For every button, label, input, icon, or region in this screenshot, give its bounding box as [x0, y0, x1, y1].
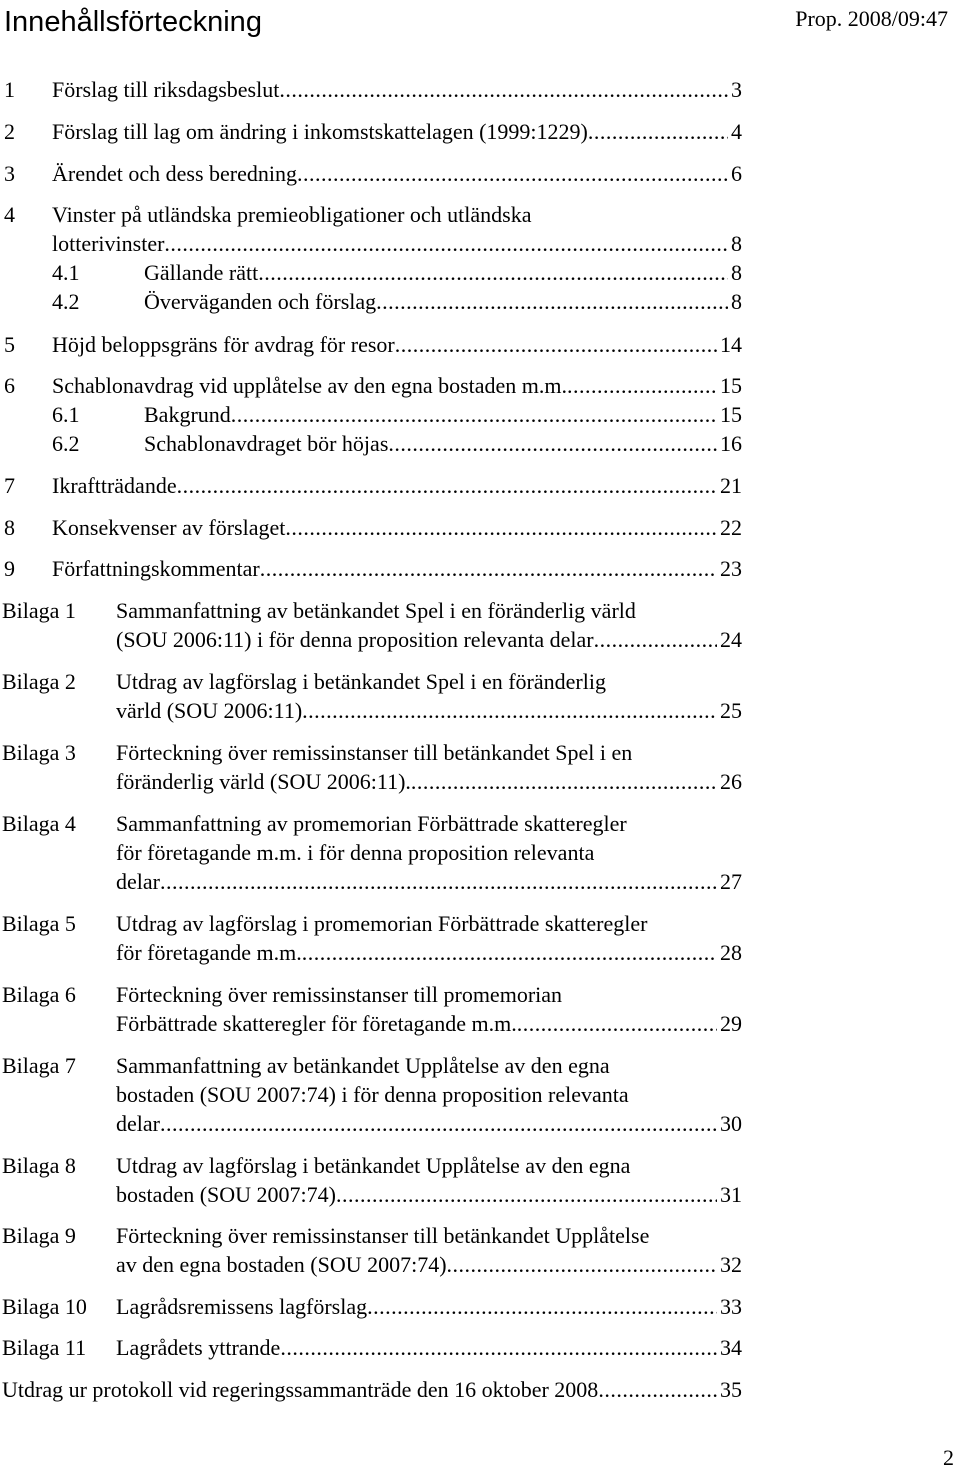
toc-entry-title: Höjd beloppsgräns för avdrag för resor — [52, 332, 395, 357]
appendix-label: Bilaga 1 — [2, 598, 76, 623]
appendix-title: Sammanfattning av betänkandet Upplåtelse av den egna — [116, 1053, 610, 1078]
toc-entry-number: 4.1 — [52, 260, 80, 285]
appendix-page: 34 — [720, 1335, 742, 1360]
appendix-label: Bilaga 8 — [2, 1153, 76, 1178]
toc-entry-page: 15 — [720, 373, 742, 398]
appendix-entry-continuation[interactable] — [0, 768, 742, 796]
toc-entry-page: 8 — [731, 260, 742, 285]
dot-leader — [336, 1181, 717, 1209]
appendix-title: Utdrag av lagförslag i betänkandet Upplåtelse av den egna — [116, 1153, 631, 1178]
appendix-page: 33 — [720, 1294, 742, 1319]
page-number: 2 — [943, 1445, 954, 1470]
dot-leader — [280, 1334, 717, 1362]
dot-leader — [279, 76, 728, 104]
dot-leader — [598, 1376, 717, 1404]
dot-leader — [376, 288, 728, 316]
appendix-entry-continuation[interactable] — [0, 1110, 742, 1138]
toc-entry-number: 6.2 — [52, 431, 80, 456]
toc-entry-page: 23 — [720, 556, 742, 581]
appendix-entry[interactable] — [0, 981, 742, 1009]
toc-entry-title: Bakgrund — [144, 402, 231, 427]
toc-entry-page: 6 — [731, 161, 742, 186]
dot-leader — [260, 555, 717, 583]
protocol-page: 35 — [720, 1377, 742, 1402]
toc-entry-page: 21 — [720, 473, 742, 498]
toc-entry-page: 22 — [720, 515, 742, 540]
dot-leader — [258, 259, 728, 287]
appendix-title: (SOU 2006:11) i för denna proposition relevanta delar — [116, 627, 594, 652]
toc-entry-number: 1 — [4, 77, 15, 102]
toc-subentry[interactable] — [0, 430, 742, 458]
page-header-title: Innehållsförteckning — [4, 6, 262, 38]
dot-leader — [517, 1010, 717, 1038]
toc-entry-number: 6 — [4, 373, 15, 398]
dot-leader — [285, 514, 717, 542]
dot-leader — [302, 939, 717, 967]
appendix-entry[interactable] — [0, 810, 742, 838]
toc-entry-number: 4 — [4, 202, 15, 227]
toc-entry-number: 5 — [4, 332, 15, 357]
appendix-title: Utdrag av lagförslag i betänkandet Spel i en föränderlig — [116, 669, 606, 694]
toc-entry-number: 9 — [4, 556, 15, 581]
toc-entry-title: Förslag till riksdagsbeslut — [52, 77, 280, 102]
toc-entry-page: 16 — [720, 431, 742, 456]
appendix-entry[interactable] — [0, 1334, 742, 1362]
toc-entry-page: 8 — [731, 289, 742, 314]
toc-entry[interactable] — [0, 372, 742, 400]
toc-entry[interactable] — [0, 76, 742, 104]
appendix-label: Bilaga 3 — [2, 740, 76, 765]
dot-leader — [297, 160, 728, 188]
appendix-entry-continuation[interactable] — [0, 939, 742, 967]
appendix-label: Bilaga 10 — [2, 1294, 87, 1319]
appendix-title: föränderlig värld (SOU 2006:11). — [116, 769, 411, 794]
toc-entry[interactable] — [0, 201, 742, 229]
toc-entry-number: 4.2 — [52, 289, 80, 314]
appendix-title: Lagrådets yttrande — [116, 1335, 281, 1360]
dot-leader — [160, 868, 717, 896]
toc-entry-title: Förslag till lag om ändring i inkomstskattelagen (1999:1229) — [52, 119, 588, 144]
appendix-title: Sammanfattning av promemorian Förbättrade skatteregler — [116, 811, 627, 836]
appendix-page: 28 — [720, 940, 742, 965]
toc-entry-number: 3 — [4, 161, 15, 186]
toc-entry-title: lotterivinster — [52, 231, 165, 256]
toc-entry-number: 2 — [4, 119, 15, 144]
toc-entry-title: Vinster på utländska premieobligationer och utländska — [52, 202, 532, 227]
toc-entry-page: 3 — [731, 77, 742, 102]
toc-entry[interactable] — [0, 514, 742, 542]
appendix-label: Bilaga 11 — [2, 1335, 87, 1360]
protocol-entry[interactable] — [0, 1376, 742, 1404]
appendix-page: 26 — [720, 769, 742, 794]
appendix-entry[interactable] — [0, 1052, 742, 1080]
appendix-entry[interactable] — [0, 910, 742, 938]
dot-leader — [588, 118, 728, 146]
appendix-entry-continuation[interactable] — [0, 697, 742, 725]
appendix-entry-continuation[interactable] — [0, 1251, 742, 1279]
toc-entry-continuation[interactable] — [0, 230, 742, 258]
appendix-title: för företagande m.m. i för denna proposition relevanta — [116, 840, 595, 865]
appendix-title: värld (SOU 2006:11) — [116, 698, 303, 723]
dot-leader — [160, 1110, 717, 1138]
toc-entry-number: 8 — [4, 515, 15, 540]
appendix-entry-continuation[interactable] — [0, 868, 742, 896]
appendix-page: 27 — [720, 869, 742, 894]
toc-entry-page: 4 — [731, 119, 742, 144]
appendix-entry-continuation[interactable] — [0, 626, 742, 654]
dot-leader — [164, 230, 728, 258]
toc-entry-title: Ärendet och dess beredning — [52, 161, 297, 186]
appendix-title: Förteckning över remissinstanser till promemorian — [116, 982, 563, 1007]
toc-entry-title: Schablonavdrag vid upplåtelse av den egna bostaden m.m. — [52, 373, 568, 398]
appendix-page: 30 — [720, 1111, 742, 1136]
appendix-entry-continuation[interactable] — [0, 1081, 742, 1109]
appendix-title: delar — [116, 1111, 160, 1136]
appendix-title: bostaden (SOU 2007:74) i för denna proposition relevanta — [116, 1082, 629, 1107]
toc-entry-title: Schablonavdraget bör höjas — [144, 431, 389, 456]
appendix-page: 31 — [720, 1182, 742, 1207]
appendix-title: Sammanfattning av betänkandet Spel i en föränderlig värld — [116, 598, 636, 623]
toc-entry-number: 6.1 — [52, 402, 80, 427]
appendix-entry[interactable] — [0, 1222, 742, 1250]
appendix-page: 25 — [720, 698, 742, 723]
appendix-entry-continuation[interactable] — [0, 839, 742, 867]
dot-leader — [395, 331, 717, 359]
toc-entry-title: Författningskommentar — [52, 556, 260, 581]
toc-entry-title: Konsekvenser av förslaget — [52, 515, 286, 540]
toc-entry[interactable] — [0, 160, 742, 188]
toc-entry-page: 8 — [731, 231, 742, 256]
appendix-label: Bilaga 2 — [2, 669, 76, 694]
appendix-label: Bilaga 9 — [2, 1223, 76, 1248]
appendix-label: Bilaga 4 — [2, 811, 76, 836]
toc-subentry[interactable] — [0, 288, 742, 316]
dot-leader — [447, 1251, 717, 1279]
appendix-page: 29 — [720, 1011, 742, 1036]
dot-leader — [177, 472, 717, 500]
toc-subentry[interactable] — [0, 401, 742, 429]
dot-leader — [594, 626, 717, 654]
appendix-entry[interactable] — [0, 739, 742, 767]
appendix-label: Bilaga 5 — [2, 911, 76, 936]
proposition-number: Prop. 2008/09:47 — [795, 6, 948, 31]
dot-leader — [231, 401, 717, 429]
toc-subentry[interactable] — [0, 259, 742, 287]
appendix-entry-continuation[interactable] — [0, 1181, 742, 1209]
appendix-label: Bilaga 7 — [2, 1053, 76, 1078]
toc-entry-title: Överväganden och förslag — [144, 289, 377, 314]
appendix-entry[interactable] — [0, 1152, 742, 1180]
appendix-label: Bilaga 6 — [2, 982, 76, 1007]
appendix-title: Lagrådsremissens lagförslag — [116, 1294, 368, 1319]
toc-entry-page: 15 — [720, 402, 742, 427]
toc-entry[interactable] — [0, 118, 742, 146]
toc-entry-number: 7 — [4, 473, 15, 498]
appendix-title: Utdrag av lagförslag i promemorian Förbättrade skatteregler — [116, 911, 648, 936]
toc-entry[interactable] — [0, 555, 742, 583]
toc-entry[interactable] — [0, 331, 742, 359]
dot-leader — [302, 697, 717, 725]
appendix-title: Förteckning över remissinstanser till betänkandet Upplåtelse — [116, 1223, 650, 1248]
appendix-page: 24 — [720, 627, 742, 652]
toc-entry-title: Ikraftträdande — [52, 473, 177, 498]
appendix-title: för företagande m.m. — [116, 940, 302, 965]
appendix-entry[interactable] — [0, 1293, 742, 1321]
dot-leader — [567, 372, 717, 400]
toc-entry[interactable] — [0, 472, 742, 500]
appendix-entry[interactable] — [0, 597, 742, 625]
appendix-entry-continuation[interactable] — [0, 1010, 742, 1038]
dot-leader — [367, 1293, 717, 1321]
appendix-title: Förteckning över remissinstanser till betänkandet Spel i en — [116, 740, 633, 765]
appendix-title: delar — [116, 869, 160, 894]
appendix-title: av den egna bostaden (SOU 2007:74) — [116, 1252, 447, 1277]
toc-entry-page: 14 — [720, 332, 742, 357]
appendix-page: 32 — [720, 1252, 742, 1277]
appendix-title: bostaden (SOU 2007:74) — [116, 1182, 336, 1207]
dot-leader — [388, 430, 717, 458]
protocol-title: Utdrag ur protokoll vid regeringssammanträde den 16 oktober 2008 — [2, 1377, 599, 1402]
toc-entry-title: Gällande rätt — [144, 260, 259, 285]
dot-leader — [411, 768, 717, 796]
appendix-title: Förbättrade skatteregler för företagande m.m. — [116, 1011, 517, 1036]
appendix-entry[interactable] — [0, 668, 742, 696]
